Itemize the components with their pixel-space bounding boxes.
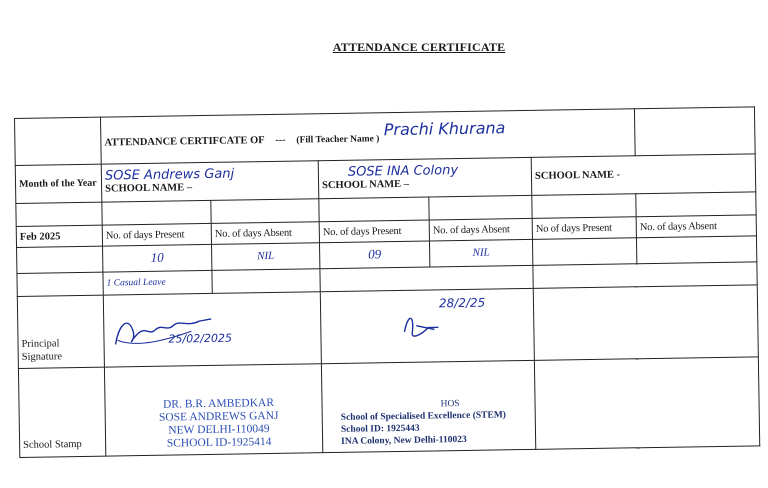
principal-signature-label: Principal Signature [17,295,104,368]
school-3-present-label: No of days Present [532,217,636,240]
school-3-absent-label: No. of days Absent [636,215,756,238]
school-2-name-cell [318,157,532,198]
school-1-name-label: SCHOOL NAME – [105,182,193,195]
attendance-table [14,106,760,458]
school-2-handwritten-name: SOSE INA Colony [347,163,459,180]
school-1-handwritten-name: SOSE Andrews Ganj [104,166,235,184]
school-stamp-label: School Stamp [18,367,105,457]
school-1-stamp-line: DR. B.R. AMBEDKAR [162,396,275,411]
school-2-stamp-line: INA Colony, New Delhi-110023 [341,434,467,447]
fill-hint: (Fill Teacher Name ) [296,134,380,146]
school-1-absent-value: NIL [212,243,320,270]
school-2-signature-cell [320,288,534,363]
school-2-signature-date: 28/2/25 [438,295,486,311]
school-2-name-label: SCHOOL NAME – [322,178,410,192]
school-2-signature-scribble [398,305,489,346]
corner-cell [15,117,102,165]
header-empty-cell [634,107,755,155]
school-2-present-label: No. of days Present [319,220,429,243]
school-1-signature-cell [103,292,321,367]
school-2-absent-value: NIL [429,240,532,267]
document-title-wrap [0,38,768,56]
school-1-name-cell [101,160,319,202]
school-2-stamp-line: School ID: 1925443 [340,423,420,435]
school-2-stamp-line: School of Specialised Excellence (STEM) [340,410,506,423]
school-2-present-value: 09 [320,241,430,268]
school-1-stamp-line: SCHOOL ID-1925414 [166,435,272,450]
stamp-row [18,357,759,458]
school-3-stamp-cell [534,357,759,450]
school-1-present-value: 10 [103,245,212,272]
school-3-name-label: SCHOOL NAME - [531,153,756,195]
school-3-signature-cell [533,285,758,361]
school-2-stamp-line: HOS [440,399,460,410]
school-1-present-label: No. of days Present [102,223,211,246]
header-dash: --- [275,135,286,147]
cert-of-label: ATTENDANCE CERTIFCATE OF [104,135,265,149]
school-1-leave-note: 1 Casual Leave [103,270,212,295]
school-1-stamp [104,364,322,456]
school-1-signature-date: 25/02/2025 [168,331,232,346]
school-1-stamp-line: SOSE ANDREWS GANJ [158,409,279,424]
school-1-stamp-line: NEW DELHI-110049 [168,423,270,437]
school-2-stamp [321,360,535,452]
document-title: ATTENDANCE CERTIFICATE [332,40,506,54]
teacher-header-cell [100,109,635,164]
school-2-absent-label: No. of days Absent [429,218,532,241]
teacher-name: Prachi Khurana [383,118,506,140]
school-1-absent-label: No. of days Absent [211,222,319,245]
month-of-year-label: Month of the Year [15,164,102,203]
month-value: Feb 2025 [16,225,102,248]
signature-row [17,285,758,369]
